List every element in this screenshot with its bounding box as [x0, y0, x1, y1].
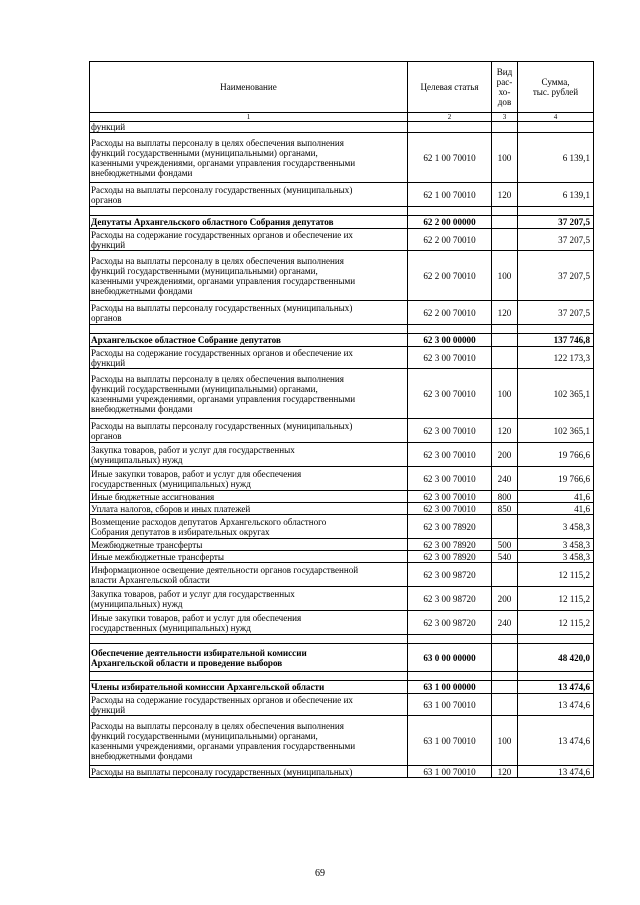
- row-article: 62 3 00 70010: [408, 503, 492, 515]
- row-name-line: Закупка товаров, работ и услуг для государственных: [91, 588, 295, 599]
- table-row: [90, 503, 594, 515]
- row-name-line: Расходы на выплаты персоналу государственных (муниципальных): [91, 184, 353, 195]
- row-article: 62 3 00 70010: [408, 347, 492, 369]
- row-name: [90, 644, 408, 672]
- row-sum: [518, 672, 594, 681]
- row-name-line: Расходы на содержание государственных органов и обеспечение их: [91, 347, 353, 358]
- row-vid: 100: [492, 716, 518, 766]
- row-article: 62 3 00 70010: [408, 369, 492, 419]
- header-name: Наименование: [90, 62, 408, 113]
- row-article: 62 3 00 78920: [408, 539, 492, 551]
- row-name-line: органов: [91, 194, 122, 205]
- row-name: [90, 443, 408, 467]
- table-row: [90, 644, 594, 672]
- table-row: [90, 587, 594, 611]
- row-article: 62 3 00 98720: [408, 611, 492, 635]
- row-name-line: казенными учреждениями, органами управления государственными: [91, 393, 356, 404]
- table-row: [90, 681, 594, 694]
- row-name-line: Расходы на содержание государственных органов и обеспечение их: [91, 229, 353, 240]
- row-name: [90, 216, 408, 229]
- budget-table-container: [89, 61, 593, 778]
- table-row: [90, 122, 594, 133]
- row-vid: 120: [492, 766, 518, 778]
- row-name-line: внебюджетными фондами: [91, 750, 193, 761]
- header-vid-line: Вид: [496, 67, 513, 77]
- table-row: [90, 251, 594, 301]
- table-row: [90, 491, 594, 503]
- row-sum: [518, 207, 594, 216]
- row-article: 63 0 00 00000: [408, 644, 492, 672]
- row-name: [90, 491, 408, 503]
- row-name: [90, 133, 408, 183]
- row-name-line: Обеспечение деятельности избирательной комиссии: [91, 647, 307, 658]
- row-name-line: функций государственными (муниципальными) органами,: [91, 383, 318, 394]
- row-name-line: Информационное освещение деятельности органов государственной: [91, 564, 359, 575]
- row-vid: 800: [492, 491, 518, 503]
- row-name-line: Иные бюджетные ассигнования: [91, 491, 215, 502]
- row-name-line: (муниципальных) нужд: [91, 454, 183, 465]
- row-name-line: функций государственными (муниципальными) органами,: [91, 147, 318, 158]
- row-vid: [492, 563, 518, 587]
- row-name: [90, 611, 408, 635]
- row-article: 63 1 00 70010: [408, 694, 492, 716]
- row-vid: [492, 515, 518, 539]
- row-sum: 6 139,1: [518, 183, 594, 207]
- row-sum: 19 766,6: [518, 467, 594, 491]
- row-name-line: Архангельское областное Собрание депутатов: [91, 335, 281, 345]
- row-vid: 850: [492, 503, 518, 515]
- row-vid: 200: [492, 587, 518, 611]
- table-row: [90, 334, 594, 347]
- table-row: [90, 539, 594, 551]
- row-name-line: Иные закупки товаров, работ и услуг для обеспечения: [91, 612, 302, 623]
- row-sum: 102 365,1: [518, 369, 594, 419]
- row-article: [408, 122, 492, 133]
- table-row: [90, 216, 594, 229]
- column-number: 3: [492, 113, 518, 122]
- table-row: [90, 515, 594, 539]
- row-sum: 37 207,5: [518, 229, 594, 251]
- row-article: [408, 672, 492, 681]
- row-name: [90, 766, 408, 778]
- table-row: [90, 635, 594, 644]
- row-vid: 200: [492, 443, 518, 467]
- table-row: [90, 694, 594, 716]
- row-name-line: внебюджетными фондами: [91, 167, 193, 178]
- row-name: [90, 301, 408, 325]
- row-name-line: Уплата налогов, сборов и иных платежей: [91, 503, 251, 514]
- row-article: 62 3 00 70010: [408, 419, 492, 443]
- row-sum: 3 458,3: [518, 539, 594, 551]
- row-name: [90, 539, 408, 551]
- row-sum: [518, 635, 594, 644]
- row-name: [90, 334, 408, 347]
- row-article: [408, 635, 492, 644]
- row-name: [90, 551, 408, 563]
- row-vid: 540: [492, 551, 518, 563]
- row-article: 62 1 00 70010: [408, 133, 492, 183]
- row-article: 62 3 00 70010: [408, 443, 492, 467]
- row-name-line: казенными учреждениями, органами управления государственными: [91, 740, 356, 751]
- row-sum: 6 139,1: [518, 133, 594, 183]
- row-sum: 37 207,5: [518, 216, 594, 229]
- row-article: 62 3 00 78920: [408, 515, 492, 539]
- row-name-line: Расходы на выплаты персоналу в целях обеспечения выполнения: [91, 720, 344, 731]
- row-name: [90, 716, 408, 766]
- row-vid: 240: [492, 611, 518, 635]
- row-name-line: государственных (муниципальных) нужд: [91, 622, 251, 633]
- row-sum: [518, 325, 594, 334]
- table-row: [90, 369, 594, 419]
- row-name-line: функций: [91, 704, 126, 715]
- row-sum: 102 365,1: [518, 419, 594, 443]
- row-name: [90, 207, 408, 216]
- row-name: [90, 183, 408, 207]
- row-name-line: Межбюджетные трансферты: [91, 539, 203, 550]
- table-row: [90, 229, 594, 251]
- row-name: [90, 563, 408, 587]
- row-name: [90, 587, 408, 611]
- row-name-line: Расходы на выплаты персоналу государственных (муниципальных): [91, 302, 353, 313]
- row-article: 62 3 00 70010: [408, 467, 492, 491]
- row-vid: [492, 122, 518, 133]
- row-sum: 41,6: [518, 503, 594, 515]
- header-sum-line: Сумма,: [541, 77, 570, 87]
- row-vid: 500: [492, 539, 518, 551]
- row-vid: [492, 644, 518, 672]
- row-name: [90, 515, 408, 539]
- row-vid: [492, 347, 518, 369]
- row-name-line: Расходы на выплаты персоналу в целях обеспечения выполнения: [91, 137, 344, 148]
- row-name: [90, 369, 408, 419]
- column-number-row: [90, 113, 594, 122]
- row-vid: [492, 334, 518, 347]
- row-article: 63 1 00 00000: [408, 681, 492, 694]
- row-name-line: Депутаты Архангельского областного Собрания депутатов: [91, 217, 334, 227]
- row-sum: 3 458,3: [518, 551, 594, 563]
- row-vid: [492, 216, 518, 229]
- row-sum: 12 115,2: [518, 563, 594, 587]
- row-sum: 13 474,6: [518, 694, 594, 716]
- row-article: 62 2 00 70010: [408, 251, 492, 301]
- row-name-line: Собрания депутатов в избирательных округах: [91, 526, 270, 537]
- header-vid-line: рас-: [496, 77, 513, 87]
- table-header-row: [90, 62, 594, 113]
- row-article: 63 1 00 70010: [408, 716, 492, 766]
- row-article: 62 3 00 98720: [408, 563, 492, 587]
- row-article: 62 2 00 70010: [408, 229, 492, 251]
- row-article: 62 1 00 70010: [408, 183, 492, 207]
- row-name-line: Иные межбюджетные трансферты: [91, 551, 224, 562]
- table-body: [90, 122, 594, 778]
- page-number: 69: [315, 868, 325, 879]
- header-vid-line: хо-: [498, 87, 511, 97]
- row-sum: 3 458,3: [518, 515, 594, 539]
- row-name-line: Расходы на выплаты персоналу в целях обеспечения выполнения: [91, 255, 344, 266]
- header-vid-line: дов: [497, 97, 512, 107]
- row-vid: [492, 325, 518, 334]
- table-row: [90, 672, 594, 681]
- row-name: [90, 694, 408, 716]
- table-row: [90, 183, 594, 207]
- row-name-line: функций: [91, 357, 126, 368]
- row-sum: 48 420,0: [518, 644, 594, 672]
- table-row: [90, 325, 594, 334]
- row-name: [90, 681, 408, 694]
- row-name-line: власти Архангельской области: [91, 574, 210, 585]
- row-name: [90, 251, 408, 301]
- row-sum: 122 173,3: [518, 347, 594, 369]
- row-sum: 13 474,6: [518, 766, 594, 778]
- table-row: [90, 347, 594, 369]
- row-name-line: (муниципальных) нужд: [91, 598, 183, 609]
- header-article: Целевая статья: [408, 62, 492, 113]
- row-name-line: Иные закупки товаров, работ и услуг для обеспечения: [91, 468, 302, 479]
- row-sum: 19 766,6: [518, 443, 594, 467]
- row-name-line: органов: [91, 312, 122, 323]
- row-name-line: Архангельской области и проведение выборов: [91, 657, 283, 668]
- table-row: [90, 467, 594, 491]
- header-vid: [492, 62, 518, 113]
- row-article: 62 2 00 70010: [408, 301, 492, 325]
- row-name: [90, 419, 408, 443]
- row-name: [90, 122, 408, 133]
- row-vid: 240: [492, 467, 518, 491]
- row-article: 63 1 00 70010: [408, 766, 492, 778]
- row-name-line: казенными учреждениями, органами управления государственными: [91, 275, 356, 286]
- row-sum: [518, 122, 594, 133]
- row-name-line: функций: [91, 122, 126, 132]
- row-name-line: Члены избирательной комиссии Архангельской области: [91, 682, 325, 692]
- row-article: 62 3 00 98720: [408, 587, 492, 611]
- table-row: [90, 766, 594, 778]
- row-name-line: органов: [91, 430, 122, 441]
- row-vid: 100: [492, 369, 518, 419]
- table-row: [90, 207, 594, 216]
- row-name: [90, 467, 408, 491]
- row-name-line: функций государственными (муниципальными) органами,: [91, 730, 318, 741]
- row-article: 62 3 00 78920: [408, 551, 492, 563]
- row-name: [90, 325, 408, 334]
- row-sum: 13 474,6: [518, 681, 594, 694]
- row-article: [408, 207, 492, 216]
- table-row: [90, 301, 594, 325]
- row-sum: 12 115,2: [518, 587, 594, 611]
- row-name-line: функций: [91, 239, 126, 250]
- row-name-line: внебюджетными фондами: [91, 285, 193, 296]
- row-name-line: Расходы на содержание государственных органов и обеспечение их: [91, 694, 353, 705]
- column-number: 4: [518, 113, 594, 122]
- row-name-line: государственных (муниципальных) нужд: [91, 478, 251, 489]
- row-article: [408, 325, 492, 334]
- row-vid: 100: [492, 251, 518, 301]
- row-sum: 41,6: [518, 491, 594, 503]
- row-name-line: Расходы на выплаты персоналу государственных (муниципальных): [91, 420, 353, 431]
- row-article: 62 3 00 70010: [408, 491, 492, 503]
- row-name-line: Расходы на выплаты персоналу государственных (муниципальных): [91, 766, 353, 777]
- row-vid: [492, 635, 518, 644]
- table-row: [90, 563, 594, 587]
- budget-table: [89, 61, 594, 778]
- row-vid: [492, 681, 518, 694]
- row-vid: 120: [492, 183, 518, 207]
- row-vid: 120: [492, 419, 518, 443]
- row-sum: 12 115,2: [518, 611, 594, 635]
- row-vid: 100: [492, 133, 518, 183]
- row-name-line: Возмещение расходов депутатов Архангельского областного: [91, 516, 327, 527]
- table-row: [90, 611, 594, 635]
- row-vid: [492, 672, 518, 681]
- row-vid: 120: [492, 301, 518, 325]
- table-row: [90, 419, 594, 443]
- row-vid: [492, 229, 518, 251]
- row-name: [90, 229, 408, 251]
- row-article: 62 3 00 00000: [408, 334, 492, 347]
- row-sum: 13 474,6: [518, 716, 594, 766]
- row-name: [90, 503, 408, 515]
- header-sum-line: тыс. рублей: [532, 87, 579, 97]
- row-sum: 37 207,5: [518, 301, 594, 325]
- row-name-line: внебюджетными фондами: [91, 403, 193, 414]
- table-row: [90, 716, 594, 766]
- column-number: 1: [90, 113, 408, 122]
- row-name-line: Закупка товаров, работ и услуг для государственных: [91, 444, 295, 455]
- table-row: [90, 133, 594, 183]
- row-name: [90, 672, 408, 681]
- header-sum: [518, 62, 594, 113]
- column-number: 2: [408, 113, 492, 122]
- row-name: [90, 635, 408, 644]
- row-article: 62 2 00 00000: [408, 216, 492, 229]
- row-sum: 137 746,8: [518, 334, 594, 347]
- row-vid: [492, 207, 518, 216]
- table-row: [90, 551, 594, 563]
- row-vid: [492, 694, 518, 716]
- row-name-line: функций государственными (муниципальными) органами,: [91, 265, 318, 276]
- row-name-line: казенными учреждениями, органами управления государственными: [91, 157, 356, 168]
- row-name: [90, 347, 408, 369]
- table-row: [90, 443, 594, 467]
- row-name-line: Расходы на выплаты персоналу в целях обеспечения выполнения: [91, 373, 344, 384]
- row-sum: 37 207,5: [518, 251, 594, 301]
